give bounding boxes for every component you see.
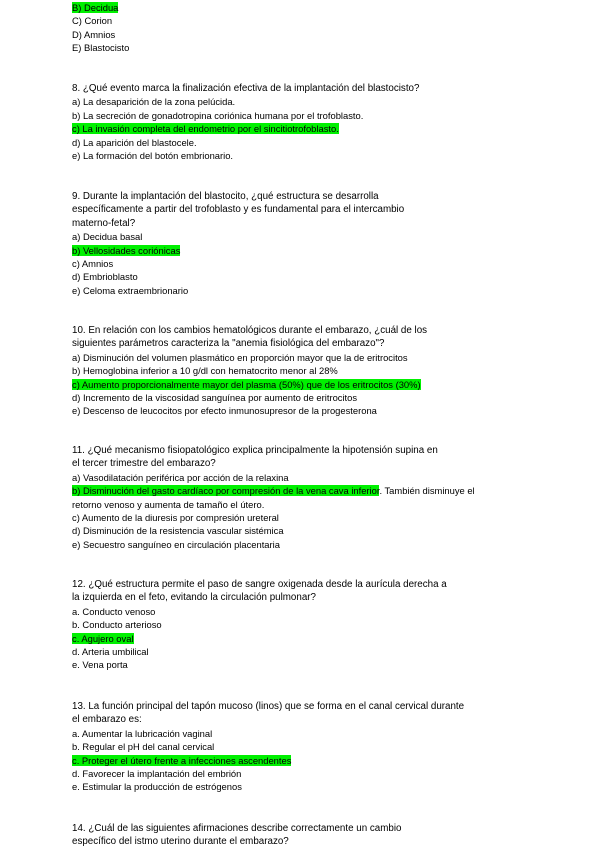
option: d) Incremento de la viscosidad sanguínea por aumento de eritrocitos — [72, 391, 358, 403]
question-text: 10. En relación con los cambios hematológicos durante el embarazo, ¿cuál de los — [72, 325, 428, 336]
option: E) Blastocisto — [72, 42, 130, 54]
question-text: el embarazo es: — [72, 714, 142, 726]
question-text: la izquierda en el feto, evitando la circulación pulmonar? — [72, 592, 316, 604]
option: e) Secuestro sanguíneo en circulación placentaria — [72, 538, 280, 550]
option: a) Vasodilatación periférica por acción de la relaxina — [72, 471, 289, 483]
option: d. Arteria umbilical — [72, 645, 149, 657]
option: a. Aumentar la lubricación vaginal — [72, 727, 213, 739]
option-correct: c. Agujero oval — [72, 632, 134, 644]
option: b. Conducto arterioso — [72, 619, 162, 631]
question-13 — [72, 700, 542, 794]
prev-question-options — [72, 1, 532, 55]
option: a) Disminución del volumen plasmático en proporción mayor que la de eritrocitos — [72, 351, 408, 363]
question-text: 12. ¿Qué estructura permite el paso de sangre oxigenada desde la aurícula derecha a — [72, 579, 447, 590]
question-text: materno-fetal? — [72, 217, 136, 229]
question-text: específico del istmo uterino durante el embarazo? — [72, 836, 289, 848]
option: d. Favorecer la implantación del embrión — [72, 767, 242, 779]
option: b) Hemoglobina inferior a 10 g/dl con hematocrito menor al 28% — [72, 365, 338, 377]
question-14 — [72, 822, 532, 849]
option: c) Aumento de la diuresis por compresión ureteral — [72, 511, 279, 523]
question-text: siguientes parámetros caracteriza la "anemia fisiológica del embarazo"? — [72, 338, 385, 350]
option: e. Vena porta — [72, 659, 128, 671]
option-note: . También disminuye el — [379, 485, 475, 497]
option: a) Decidua basal — [72, 231, 143, 243]
question-11 — [72, 444, 542, 551]
question-text: específicamente a partir del trofoblasto y es fundamental para el intercambio — [72, 204, 405, 216]
option: e) La formación del botón embrionario. — [72, 149, 234, 161]
option-note: retorno venoso y aumenta de tamaño el útero. — [72, 498, 265, 510]
option: c) Amnios — [72, 257, 114, 269]
option: d) Disminución de la resistencia vascular sistémica — [72, 525, 284, 537]
question-text: 8. ¿Qué evento marca la finalización efectiva de la implantación del blastocisto? — [72, 83, 420, 94]
question-10 — [72, 324, 532, 418]
option: a) La desaparición de la zona pelúcida. — [72, 96, 236, 108]
question-9 — [72, 190, 532, 297]
question-text: el tercer trimestre del embarazo? — [72, 458, 216, 470]
option: D) Amnios — [72, 28, 116, 40]
option: C) Corion — [72, 15, 113, 27]
question-text: 11. ¿Qué mecanismo fisiopatológico explica principalmente la hipotensión supina en — [72, 445, 438, 456]
option: a. Conducto venoso — [72, 605, 156, 617]
option-correct: c) Aumento proporcionalmente mayor del plasma (50%) que de los eritrocitos (30%) — [72, 378, 421, 390]
option-correct: b) Vellosidades coriónicas — [72, 244, 181, 256]
option: b) La secreción de gonadotropina coriónica humana por el trofoblasto. — [72, 109, 364, 121]
question-text: 13. La función principal del tapón mucoso (linos) que se forma en el canal cervical durante — [72, 701, 465, 712]
option: e) Descenso de leucocitos por efecto inmunosupresor de la progesterona — [72, 405, 377, 417]
question-text: 14. ¿Cuál de las siguientes afirmaciones describe correctamente un cambio — [72, 823, 402, 834]
option-correct: c) La invasión completa del endometrio por el sincitiotrofoblasto. — [72, 123, 339, 135]
option-correct: b) Disminución del gasto cardíaco por compresión de la vena cava inferior — [72, 485, 380, 497]
question-12 — [72, 578, 532, 672]
question-text: 9. Durante la implantación del blastocito, ¿qué estructura se desarrolla — [72, 191, 379, 202]
option: e. Estimular la producción de estrógenos — [72, 781, 242, 793]
option-correct: c. Proteger el útero frente a infecciones ascendentes — [72, 754, 292, 766]
option: d) Embrioblasto — [72, 271, 138, 283]
option: d) La aparición del blastocele. — [72, 136, 197, 148]
option-correct: B) Decidua — [72, 2, 119, 13]
question-8 — [72, 82, 532, 162]
option: e) Celoma extraembrionario — [72, 284, 189, 296]
option: b. Regular el pH del canal cervical — [72, 741, 215, 753]
